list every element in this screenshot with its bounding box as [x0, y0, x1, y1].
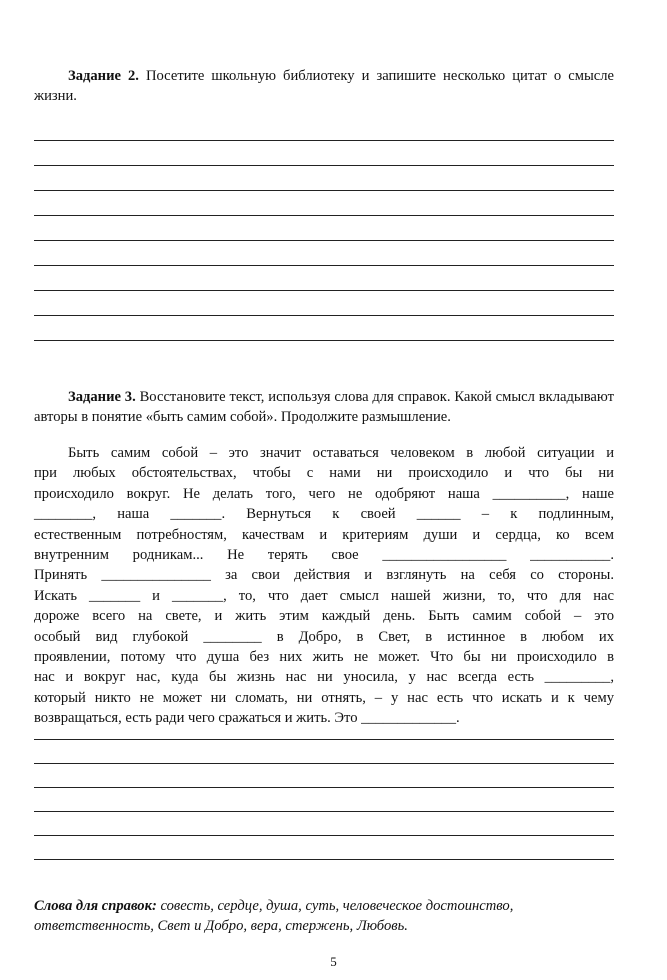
- task3-text: Восстановите текст, используя слова для справок. Какой смысл вкладывают авторы в понятие «быть самим собой». Продолжите размышление.: [34, 389, 614, 425]
- task3-heading: Задание 3.: [68, 389, 136, 405]
- task2-heading: Задание 2.: [68, 68, 139, 84]
- answer-line[interactable]: [34, 240, 614, 241]
- answer-line[interactable]: [34, 811, 614, 812]
- answer-line[interactable]: [34, 787, 614, 788]
- paragraph-line: естественным потребностям, качествам и критериям души и сердца, ко всем: [34, 526, 614, 543]
- paragraph-line: Принять _______________ за свои действия и взглянуть на себя со стороны.: [34, 567, 614, 584]
- paragraph-line: происходило вокруг. Не делать того, чего не одобряют наша __________, наше: [34, 485, 614, 502]
- paragraph-line: дороже всего на свете, и жить этим каждый день. Быть самим собой – это: [34, 608, 614, 625]
- answer-line[interactable]: [34, 190, 614, 191]
- reference-words: [34, 896, 619, 936]
- task3-paragraph: [34, 443, 614, 729]
- paragraph-line: Быть самим собой – это значит оставаться человеком в любой ситуации и: [68, 445, 614, 461]
- reference-label: Слова для справок:: [34, 898, 157, 914]
- answer-line[interactable]: [34, 265, 614, 266]
- paragraph-line: внутренним родникам... Не терять свое _________________ ___________.: [34, 547, 614, 564]
- paragraph-line: проявлении, потому что душа без них жить не может. Что бы ни происходило в: [34, 649, 614, 666]
- paragraph-line: возвращаться, есть ради чего сражаться и жить. Это _____________.: [34, 710, 460, 727]
- task2-prompt: [34, 66, 614, 106]
- answer-line[interactable]: [34, 835, 614, 836]
- answer-line[interactable]: [34, 763, 614, 764]
- paragraph-line: при любых обстоятельствах, чтобы с нами ни происходило и что бы ни: [34, 465, 614, 482]
- reference-list: совесть, сердце, душа, суть, человеческое достоинство, ответственность, Свет и Добро, вера, стержень, Любовь.: [34, 898, 514, 934]
- paragraph-line: Искать _______ и _______, то, что дает смысл нашей жизни, то, что для нас: [34, 587, 614, 604]
- page-number: 5: [330, 954, 337, 969]
- answer-line[interactable]: [34, 165, 614, 166]
- answer-line[interactable]: [34, 215, 614, 216]
- paragraph-line: особый вид глубокой ________ в Добро, в Свет, в истинное в любом их: [34, 628, 614, 645]
- answer-line[interactable]: [34, 859, 614, 860]
- paragraph-line: нас и вокруг нас, куда бы жизнь нас ни уносила, у нас всегда есть _________,: [34, 669, 614, 686]
- task3-prompt: [34, 387, 614, 427]
- answer-line[interactable]: [34, 739, 614, 740]
- answer-line[interactable]: [34, 140, 614, 141]
- paragraph-line: который никто не может ни сломать, ни отнять, – у нас есть что искать и к чему: [34, 689, 614, 706]
- answer-line[interactable]: [34, 315, 614, 316]
- task2-text: Посетите школьную библиотеку и запишите несколько цитат о смысле жизни.: [34, 68, 614, 104]
- answer-line[interactable]: [34, 340, 614, 341]
- paragraph-line: ________, наша _______. Вернуться к своей ______ – к подлинным,: [34, 506, 614, 523]
- answer-line[interactable]: [34, 290, 614, 291]
